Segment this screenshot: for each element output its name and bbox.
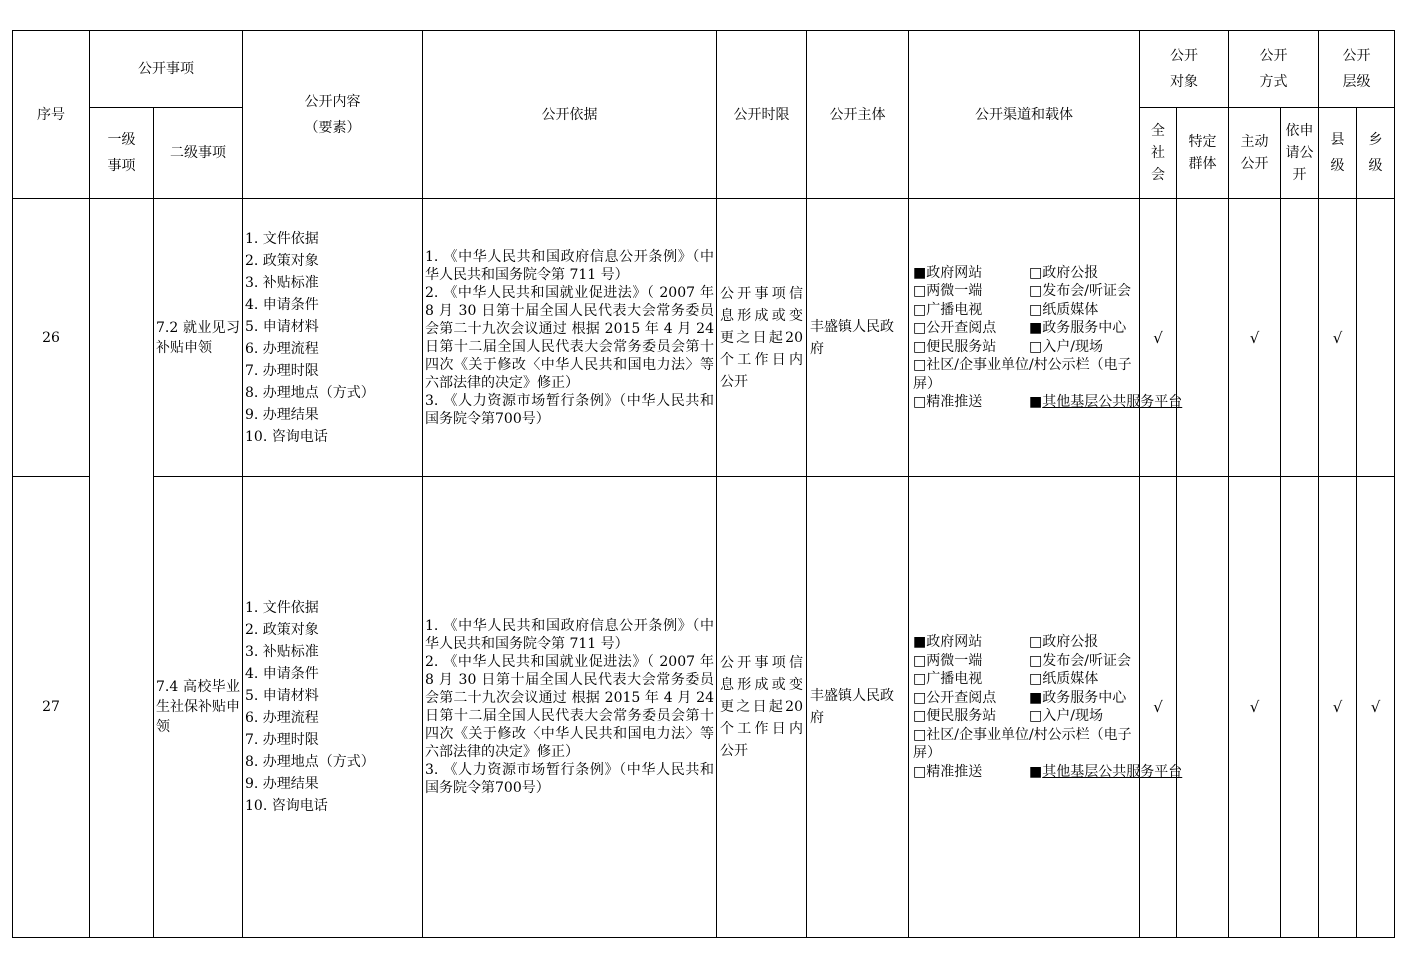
channel-press: □发布会/听证会: [1029, 283, 1131, 299]
mark-town: √: [1357, 477, 1395, 938]
header-level: 公开 层级: [1319, 31, 1395, 108]
channel-two-wei: □两微一端: [913, 283, 983, 299]
header-level2: 二级事项: [154, 108, 243, 199]
header-target-specific: 特定 群体: [1177, 108, 1229, 199]
channel-paper: □纸质媒体: [1029, 671, 1099, 687]
mark-town: [1357, 199, 1395, 477]
channel-tv: □广播电视: [913, 301, 983, 318]
table-row: [13, 199, 1395, 477]
channel-convenience: □便民服务站: [913, 708, 997, 724]
channel-door: □入户/现场: [1029, 338, 1103, 355]
channel-service-center: ■政务服务中心: [1029, 320, 1127, 336]
channel-service-center: ■政务服务中心: [1029, 689, 1127, 706]
channel-reading-point: □公开查阅点: [913, 689, 997, 706]
channel-community: □社区/企事业单位/村公示栏（电子屏）: [913, 726, 1132, 761]
list-item: 3. 补贴标准: [245, 274, 319, 291]
list-item: 1. 文件依据: [245, 600, 319, 616]
header-method: 公开 方式: [1229, 31, 1319, 108]
channel-precise: □精准推送: [913, 763, 983, 780]
channel-gov-bulletin: □政府公报: [1029, 634, 1099, 650]
row-level1-empty: [90, 199, 154, 938]
list-item: 4. 申请条件: [245, 666, 319, 682]
mark-apply: [1281, 477, 1319, 938]
channel-door: □入户/现场: [1029, 708, 1103, 724]
header-item: 公开事项: [90, 31, 243, 108]
list-item: 10. 咨询电话: [245, 428, 328, 445]
basis-item: 1. 《中华人民共和国政府信息公开条例》（中华人民共和国务院令第 711 号）: [425, 248, 714, 283]
list-item: 3. 补贴标准: [245, 644, 319, 660]
row-period: 公开事项信息形成或变更之日起20个工作日内公开: [717, 199, 807, 477]
list-item: 2. 政策对象: [245, 622, 319, 638]
list-item: 1. 文件依据: [245, 230, 319, 247]
list-item: 7. 办理时限: [245, 362, 319, 379]
row-seq: 27: [13, 477, 90, 938]
basis-item: 2. 《中华人民共和国就业促进法》（ 2007 年 8 月 30 日第十届全国人民代表大会常务委员会第二十九次会议通过 根据 2015 年 4 月 24 日第十二届全国人民代表大会常务委员会第十四次《关于修改〈中华人民共和国电力法〉等六部法律的决定》修正）: [425, 654, 714, 760]
row-basis: [423, 477, 717, 938]
header-target-all: 全 社 会: [1140, 108, 1177, 199]
list-item: 9. 办理结果: [245, 406, 319, 423]
list-item: 9. 办理结果: [245, 776, 319, 792]
row-period: 公开事项信息形成或变更之日起20个工作日内公开: [717, 477, 807, 938]
header-level-county: 县 级: [1319, 108, 1357, 199]
basis-item: 1. 《中华人民共和国政府信息公开条例》（中华人民共和国务院令第 711 号）: [425, 618, 714, 652]
list-item: 8. 办理地点（方式）: [245, 754, 375, 770]
row-subject: 丰盛镇人民政府: [807, 477, 909, 938]
channel-gov-site: ■政府网站: [913, 264, 983, 281]
row-level2: 7.2 就业见习补贴申领: [154, 199, 243, 477]
row-basis: [423, 199, 717, 477]
disclosure-table-page: [12, 30, 1395, 938]
list-item: 5. 申请材料: [245, 318, 319, 335]
mark-county: √: [1319, 199, 1357, 477]
header-level1: 一级 事项: [90, 108, 154, 199]
header-level-town: 乡 级: [1357, 108, 1395, 199]
header-subject: 公开主体: [807, 31, 909, 199]
mark-all: √: [1140, 199, 1177, 477]
mark-active: √: [1229, 477, 1281, 938]
channel-paper: □纸质媒体: [1029, 301, 1099, 318]
header-method-apply: 依申 请公 开: [1281, 108, 1319, 199]
header-method-active: 主动 公开: [1229, 108, 1281, 199]
header-seq: 序号: [13, 31, 90, 199]
basis-item: 2. 《中华人民共和国就业促进法》（ 2007 年 8 月 30 日第十届全国人民代表大会常务委员会第二十九次会议通过 根据 2015 年 4 月 24 日第十二届全国人民代表大会常务委员会第十四次《关于修改〈中华人民共和国电力法〉等六部法律的决定》修正）: [425, 284, 714, 391]
disclosure-table: [12, 30, 1395, 938]
header-channel: 公开渠道和载体: [909, 31, 1140, 199]
channel-other: ■其他基层公共服务平台: [1029, 394, 1183, 410]
header-period: 公开时限: [717, 31, 807, 199]
row-seq: 26: [13, 199, 90, 477]
list-item: 10. 咨询电话: [245, 798, 328, 814]
channel-convenience: □便民服务站: [913, 338, 997, 355]
list-item: 6. 办理流程: [245, 710, 319, 726]
list-item: 7. 办理时限: [245, 732, 319, 748]
channel-precise: □精准推送: [913, 394, 983, 410]
header-content: 公开内容 （要素）: [243, 31, 423, 199]
list-item: 8. 办理地点（方式）: [245, 384, 375, 401]
channel-gov-site: ■政府网站: [913, 634, 983, 650]
channel-press: □发布会/听证会: [1029, 652, 1131, 669]
mark-all: √: [1140, 477, 1177, 938]
mark-active: √: [1229, 199, 1281, 477]
mark-county: √: [1319, 477, 1357, 938]
header-basis: 公开依据: [423, 31, 717, 199]
row-channels: [909, 199, 1183, 477]
row-level2: 7.4 高校毕业生社保补贴申领: [154, 477, 243, 938]
row-content-list: [243, 199, 423, 477]
mark-specific: [1177, 477, 1229, 938]
channel-two-wei: □两微一端: [913, 652, 983, 669]
channel-community: □社区/企事业单位/村公示栏（电子屏）: [913, 357, 1132, 392]
header-target: 公开 对象: [1140, 31, 1229, 108]
row-channels: [909, 477, 1183, 938]
mark-specific: [1177, 199, 1229, 477]
basis-item: 3. 《人力资源市场暂行条例》（中华人民共和国务院令第700号）: [425, 762, 714, 796]
list-item: 6. 办理流程: [245, 340, 319, 357]
channel-reading-point: □公开查阅点: [913, 320, 997, 336]
table-row: [13, 477, 1395, 938]
mark-apply: [1281, 199, 1319, 477]
list-item: 2. 政策对象: [245, 252, 319, 269]
list-item: 4. 申请条件: [245, 296, 319, 313]
list-item: 5. 申请材料: [245, 688, 319, 704]
row-subject: 丰盛镇人民政府: [807, 199, 909, 477]
channel-other: ■其他基层公共服务平台: [1029, 763, 1183, 780]
channel-tv: □广播电视: [913, 671, 983, 687]
channel-gov-bulletin: □政府公报: [1029, 264, 1099, 281]
basis-item: 3. 《人力资源市场暂行条例》（中华人民共和国务院令第700号）: [425, 392, 714, 427]
header-row-1: [13, 31, 1395, 108]
row-content-list: [243, 477, 423, 938]
